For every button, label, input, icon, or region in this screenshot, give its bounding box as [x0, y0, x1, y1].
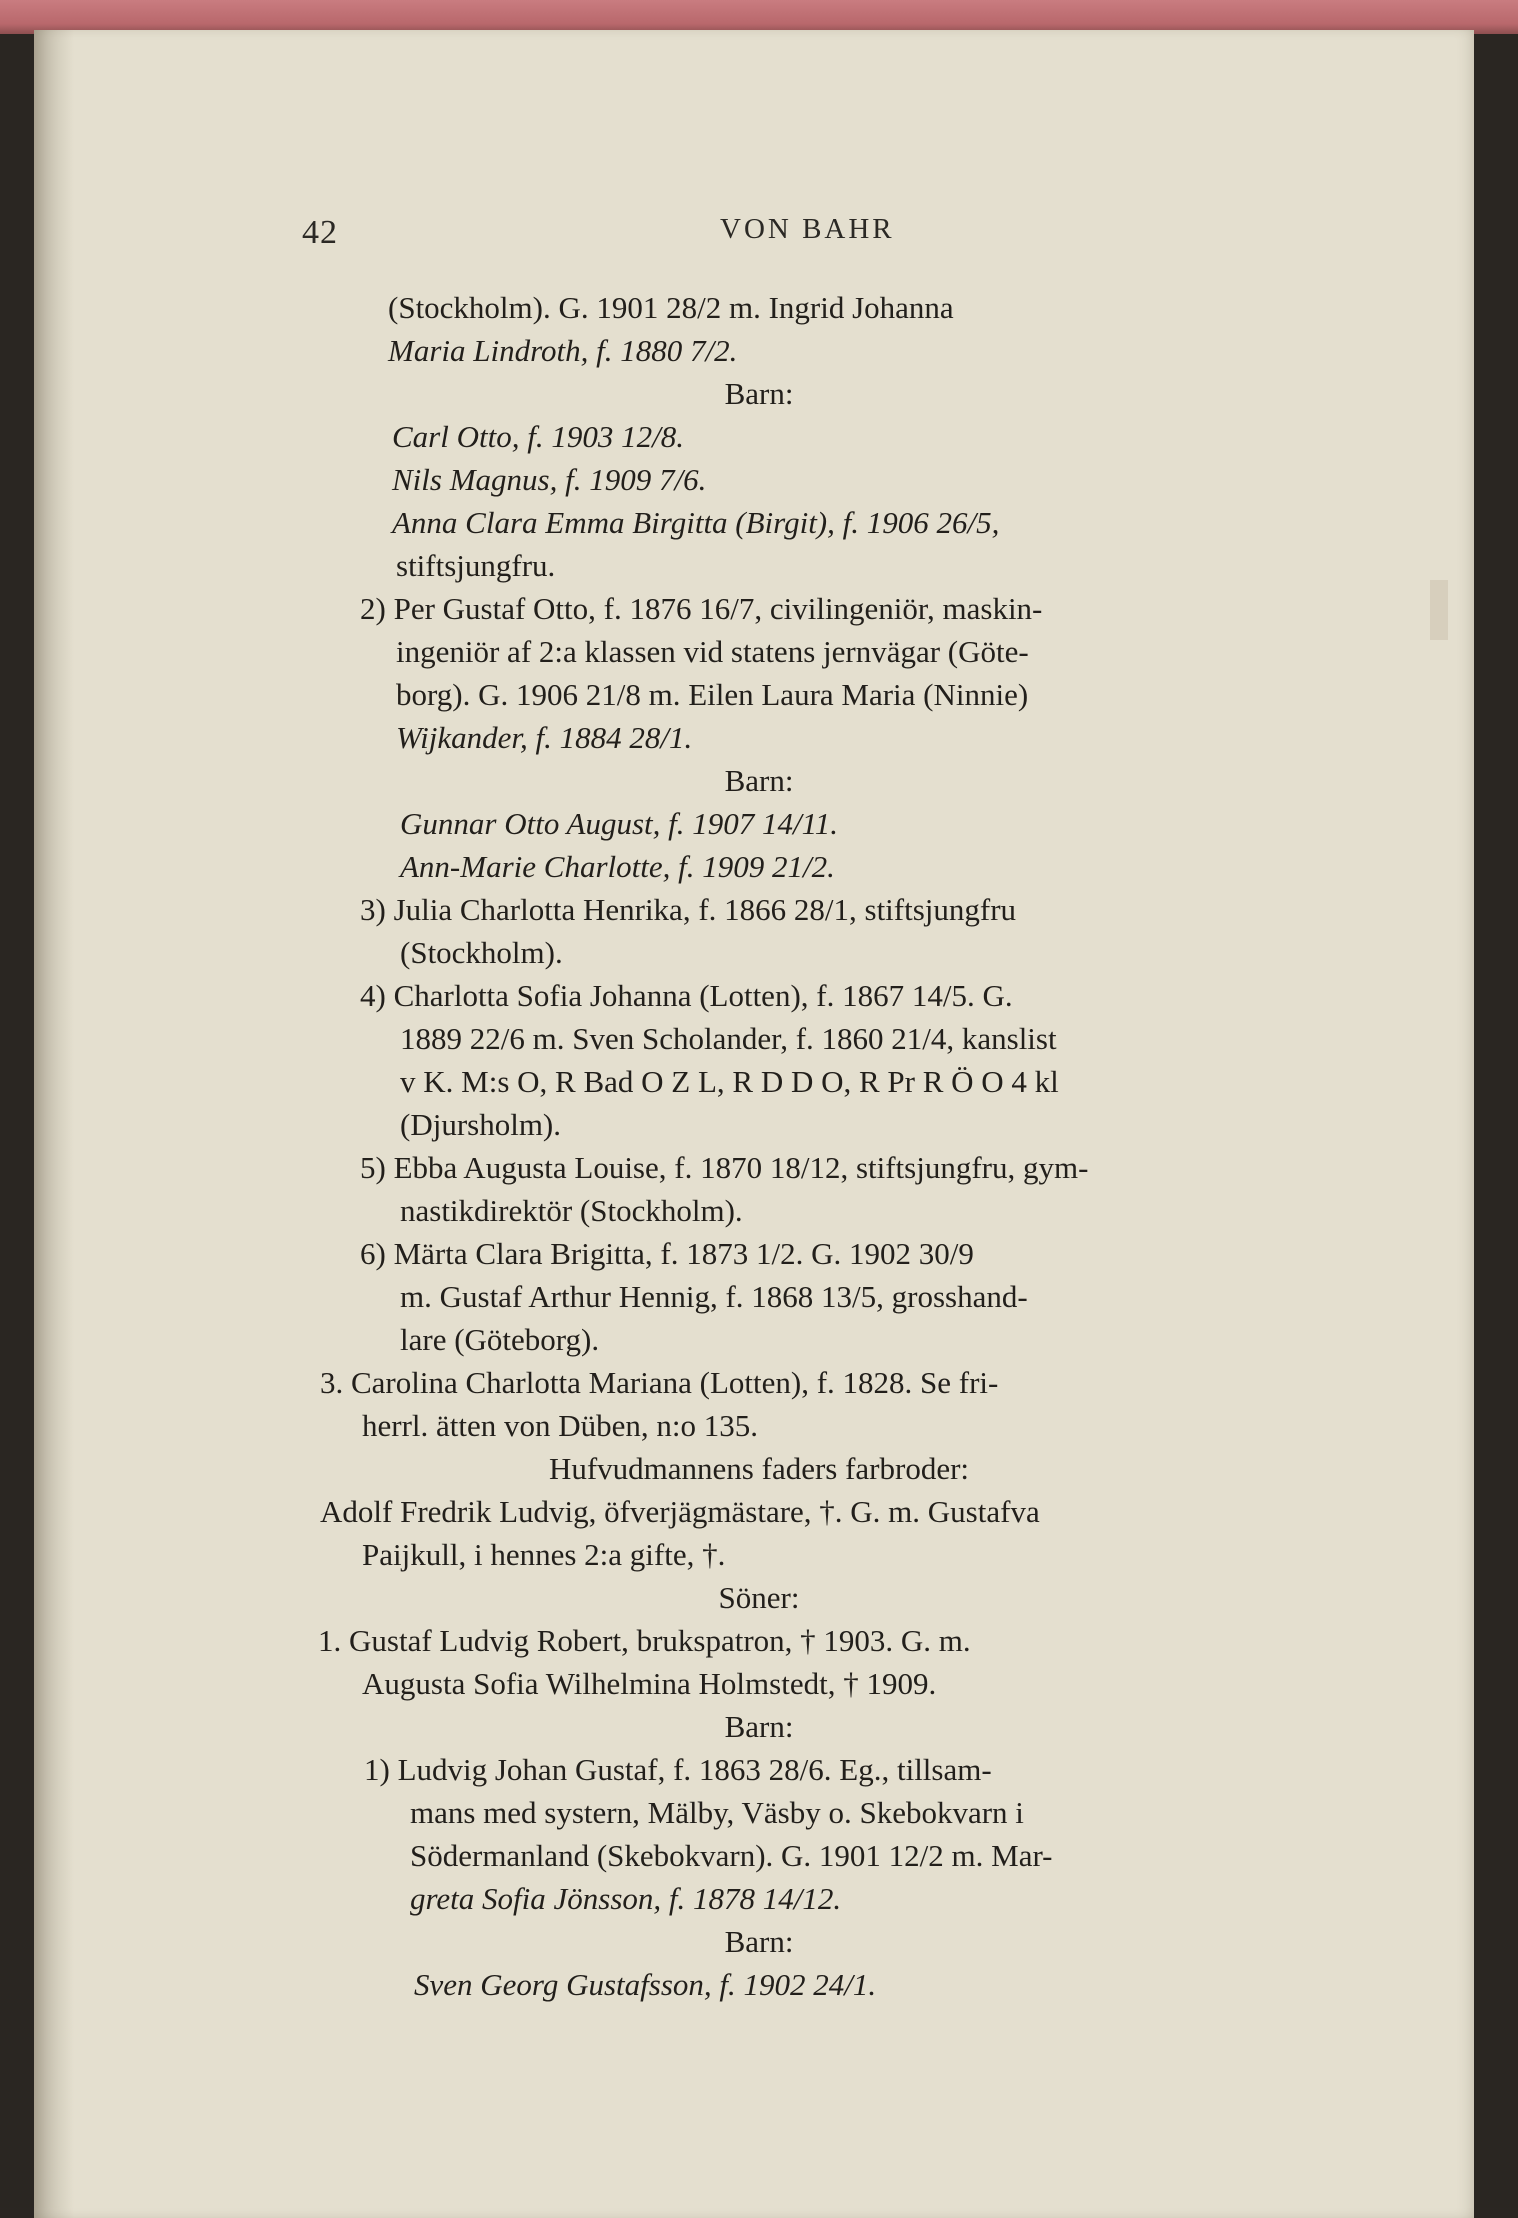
text-line: Gunnar Otto August, f. 1907 14/11.	[400, 806, 839, 841]
text-line: ingeniör af 2:a klassen vid statens jernvägar (Göte-	[396, 634, 1029, 669]
page-stain	[1430, 580, 1448, 640]
text-line: 1889 22/6 m. Sven Scholander, f. 1860 21/4, kanslist	[400, 1021, 1057, 1056]
section-heading: Barn:	[724, 763, 794, 798]
text-line: Wijkander, f. 1884 28/1.	[396, 720, 693, 755]
text-line: Carl Otto, f. 1903 12/8.	[392, 419, 684, 454]
text-line: nastikdirektör (Stockholm).	[400, 1193, 743, 1228]
text-line: borg). G. 1906 21/8 m. Eilen Laura Maria (Ninnie)	[396, 677, 1029, 712]
text-line: Augusta Sofia Wilhelmina Holmstedt, † 1909.	[362, 1666, 937, 1701]
text-line: stiftsjungfru.	[396, 548, 556, 583]
page-gutter-shadow	[34, 30, 74, 2218]
text-line: 6) Märta Clara Brigitta, f. 1873 1/2. G. 1902 30/9	[360, 1236, 974, 1271]
section-heading: Hufvudmannens faders farbroder:	[548, 1451, 970, 1486]
text-line: (Djursholm).	[400, 1107, 562, 1142]
text-line: greta Sofia Jönsson, f. 1878 14/12.	[410, 1881, 842, 1916]
text-line: 2) Per Gustaf Otto, f. 1876 16/7, civilingeniör, maskin-	[360, 591, 1043, 626]
text-line: Nils Magnus, f. 1909 7/6.	[392, 462, 707, 497]
section-heading: Barn:	[724, 1924, 794, 1959]
text-line: Maria Lindroth, f. 1880 7/2.	[388, 333, 738, 368]
text-line: v K. M:s O, R Bad O Z L, R D D O, R Pr R Ö O 4 kl	[400, 1064, 1059, 1099]
text-line: Adolf Fredrik Ludvig, öfverjägmästare, †. G. m. Gustafva	[320, 1494, 1040, 1529]
text-line: (Stockholm).	[400, 935, 563, 970]
text-line: m. Gustaf Arthur Hennig, f. 1868 13/5, grosshand-	[400, 1279, 1028, 1314]
text-line: 1. Gustaf Ludvig Robert, brukspatron, † 1903. G. m.	[318, 1623, 971, 1658]
text-line: Sven Georg Gustafsson, f. 1902 24/1.	[414, 1967, 877, 2002]
text-line: herrl. ätten von Düben, n:o 135.	[362, 1408, 759, 1443]
text-line: 1) Ludvig Johan Gustaf, f. 1863 28/6. Eg., tillsam-	[364, 1752, 992, 1787]
section-heading: Barn:	[724, 1709, 794, 1744]
text-line: 3) Julia Charlotta Henrika, f. 1866 28/1, stiftsjungfru	[360, 892, 1017, 927]
section-heading: Barn:	[724, 376, 794, 411]
text-line: Anna Clara Emma Birgitta (Birgit), f. 1906 26/5,	[392, 505, 1000, 540]
text-line: Paijkull, i hennes 2:a gifte, †.	[362, 1537, 726, 1572]
running-head: VON BAHR	[720, 213, 895, 245]
text-line: 4) Charlotta Sofia Johanna (Lotten), f. 1867 14/5. G.	[360, 978, 1013, 1013]
text-line: mans med systern, Mälby, Väsby o. Skebokvarn i	[410, 1795, 1024, 1830]
book-edge-band	[0, 0, 1518, 34]
text-line: Ann-Marie Charlotte, f. 1909 21/2.	[400, 849, 835, 884]
text-line: 5) Ebba Augusta Louise, f. 1870 18/12, stiftsjungfru, gym-	[360, 1150, 1089, 1185]
text-line: (Stockholm). G. 1901 28/2 m. Ingrid Johanna	[388, 290, 954, 325]
text-line: 3. Carolina Charlotta Mariana (Lotten), f. 1828. Se fri-	[320, 1365, 999, 1400]
text-line: lare (Göteborg).	[400, 1322, 600, 1357]
text-line: Södermanland (Skebokvarn). G. 1901 12/2 m. Mar-	[410, 1838, 1053, 1873]
page-number: 42	[302, 214, 338, 251]
section-heading: Söner:	[718, 1580, 800, 1615]
